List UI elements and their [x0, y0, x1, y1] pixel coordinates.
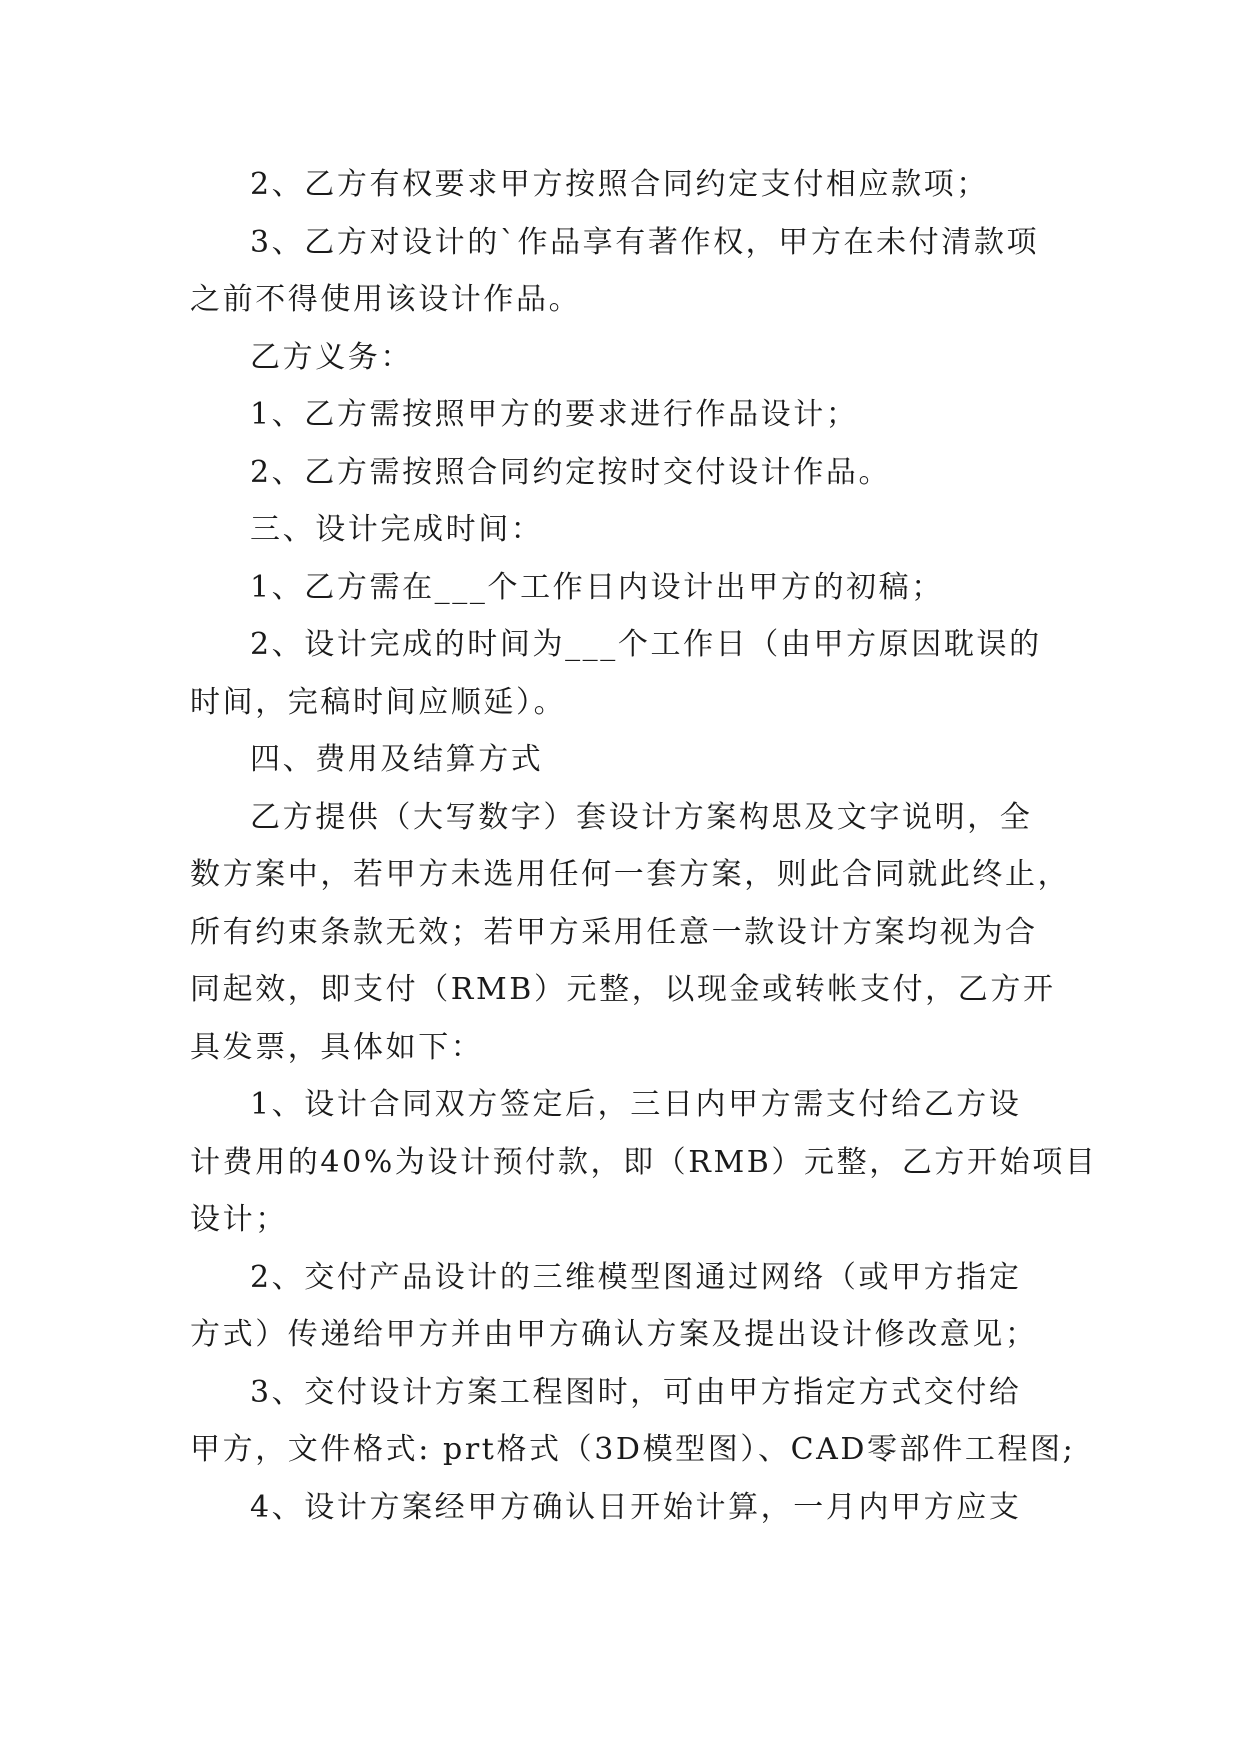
clause-line: 设计； [190, 1202, 288, 1237]
paragraph-line: 乙方提供（大写数字）套设计方案构思及文字说明，全 [250, 799, 1033, 835]
clause-line: 甲方，文件格式: prt格式（3D模型图）、CAD零部件工程图; [190, 1432, 1076, 1467]
clause-line: 1、设计合同双方签定后，三日内甲方需支付给乙方设 [250, 1087, 1022, 1122]
paragraph-line: 数方案中，若甲方未选用任何一套方案，则此合同就此终止， [190, 857, 1071, 892]
section-heading: 乙方义务： [250, 339, 413, 375]
section-heading: 三、设计完成时间： [250, 512, 544, 547]
clause-line: 1、乙方需在___个工作日内设计出甲方的初稿； [250, 569, 944, 605]
clause-line: 2、乙方有权要求甲方按照合同约定支付相应款项； [250, 167, 989, 202]
clause-line: 3、乙方对设计的`作品享有著作权，甲方在未付清款项 [250, 224, 1040, 260]
paragraph-line: 同起效，即支付（RMB）元整，以现金或转帐支付，乙方开 [190, 972, 1056, 1007]
clause-line: 时间，完稿时间应顺延）。 [190, 684, 567, 720]
clause-line: 1、乙方需按照甲方的要求进行作品设计； [250, 397, 859, 432]
clause-line: 之前不得使用该设计作品。 [190, 282, 582, 317]
clause-line: 3、交付设计方案工程图时，可由甲方指定方式交付给 [250, 1374, 1022, 1410]
clause-line: 方式）传递给甲方并由甲方确认方案及提出设计修改意见； [190, 1317, 1038, 1352]
paragraph-line: 具发票，具体如下： [190, 1029, 484, 1065]
clause-line: 2、设计完成的时间为___个工作日（由甲方原因耽误的 [250, 627, 1042, 662]
section-heading: 四、费用及结算方式 [250, 742, 544, 777]
paragraph-line: 所有约束条款无效；若甲方采用任意一款设计方案均视为合 [190, 914, 1038, 950]
clause-line: 4、设计方案经甲方确认日开始计算，一月内甲方应支 [250, 1489, 1022, 1525]
clause-line: 计费用的40%为设计预付款，即（RMB）元整，乙方开始项目 [190, 1144, 1098, 1180]
clause-line: 2、交付产品设计的三维模型图通过网络（或甲方指定 [250, 1259, 1022, 1295]
contract-text [190, 156, 1098, 1536]
clause-line: 2、乙方需按照合同约定按时交付设计作品。 [250, 454, 892, 490]
